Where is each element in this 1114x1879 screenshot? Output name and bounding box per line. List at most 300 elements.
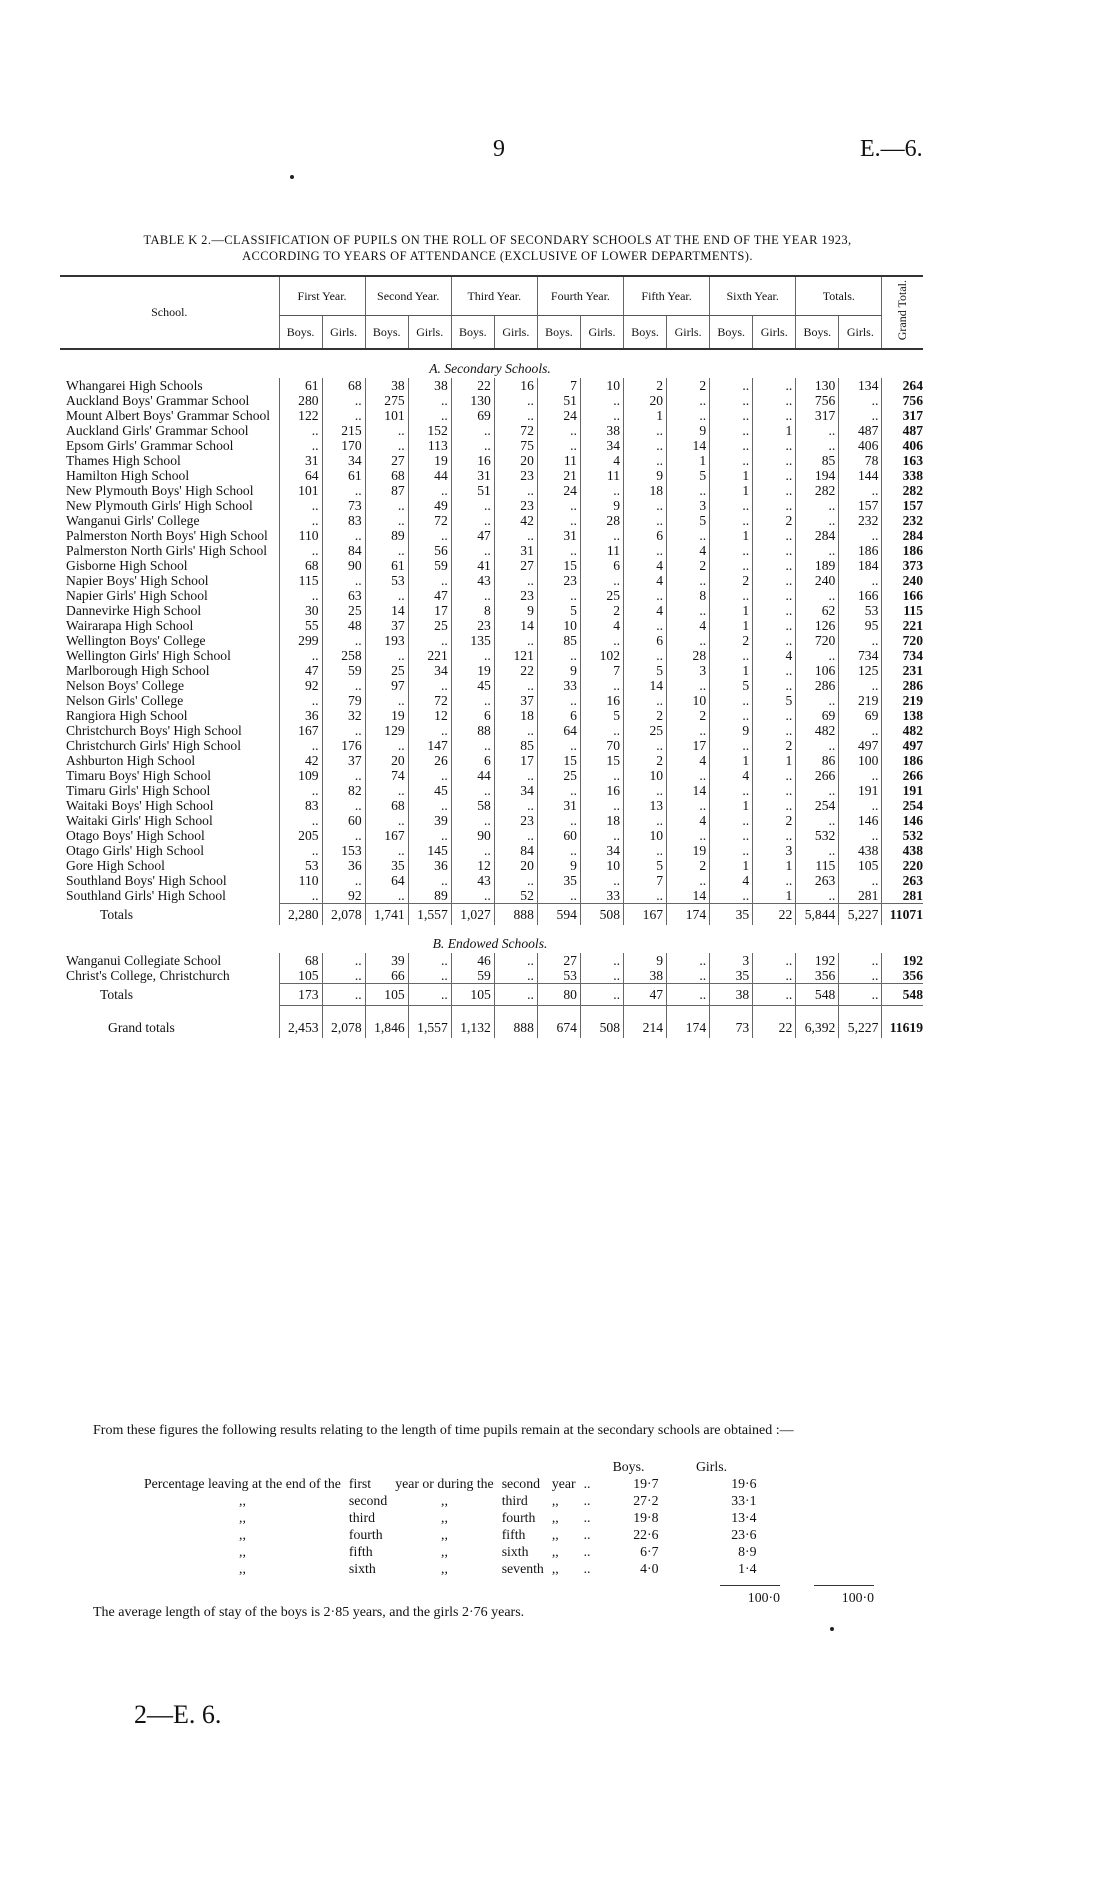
pct-lead: Percentage leaving at the end of the xyxy=(144,1476,341,1491)
grand-total-cell: 219 xyxy=(882,693,923,708)
pct-b: sixth xyxy=(501,1544,529,1559)
count-cell: .. xyxy=(408,678,451,693)
count-cell: 19 xyxy=(408,453,451,468)
count-cell: 23 xyxy=(451,618,494,633)
count-cell: 15 xyxy=(580,753,623,768)
count-cell: 1 xyxy=(667,453,710,468)
school-name: Auckland Girls' Grammar School xyxy=(66,423,249,438)
percentage-totals xyxy=(720,1585,908,1606)
sub-header-boys: Boys. xyxy=(537,316,580,350)
count-cell: 2 xyxy=(624,753,667,768)
count-cell: 4 xyxy=(710,768,753,783)
count-cell: 69 xyxy=(451,408,494,423)
count-cell: .. xyxy=(667,633,710,648)
count-cell: .. xyxy=(624,783,667,798)
section-b-heading xyxy=(60,925,923,953)
count-cell: 756 xyxy=(796,393,839,408)
sub-header-boys: Boys. xyxy=(710,316,753,350)
count-cell: 41 xyxy=(451,558,494,573)
count-cell: .. xyxy=(365,738,408,753)
count-cell: .. xyxy=(451,888,494,904)
percentage-row xyxy=(140,1492,761,1509)
count-cell: 2 xyxy=(624,378,667,393)
table-row xyxy=(60,753,923,768)
count-cell: 497 xyxy=(839,738,882,753)
count-cell: .. xyxy=(451,438,494,453)
count-cell: 69 xyxy=(796,708,839,723)
count-cell: .. xyxy=(537,783,580,798)
pct-lead: ,, xyxy=(239,1493,246,1508)
count-cell: 25 xyxy=(580,588,623,603)
count-cell: 28 xyxy=(580,513,623,528)
table-row xyxy=(60,543,923,558)
count-cell: 35 xyxy=(365,858,408,873)
count-cell: 1,027 xyxy=(451,904,494,926)
count-cell: .. xyxy=(494,483,537,498)
count-cell: .. xyxy=(710,588,753,603)
grand-total-cell: 157 xyxy=(882,498,923,513)
count-cell: 43 xyxy=(451,873,494,888)
count-cell: 215 xyxy=(322,423,365,438)
count-cell: .. xyxy=(580,968,623,984)
grand-total-cell: 438 xyxy=(882,843,923,858)
grand-total-cell: 191 xyxy=(882,783,923,798)
count-cell: .. xyxy=(839,633,882,648)
count-cell: 167 xyxy=(279,723,322,738)
count-cell: .. xyxy=(537,513,580,528)
school-name: Palmerston North Boys' High School xyxy=(66,528,268,543)
count-cell: .. xyxy=(710,888,753,904)
grand-total-cell: 264 xyxy=(882,378,923,393)
count-cell: .. xyxy=(753,984,796,1006)
count-cell: 5 xyxy=(753,693,796,708)
count-cell: .. xyxy=(408,573,451,588)
count-cell: .. xyxy=(624,438,667,453)
count-cell: .. xyxy=(796,738,839,753)
count-cell: .. xyxy=(839,968,882,984)
table-row xyxy=(60,708,923,723)
count-cell: .. xyxy=(537,648,580,663)
count-cell: .. xyxy=(710,543,753,558)
count-cell: 22 xyxy=(494,663,537,678)
count-cell: .. xyxy=(710,813,753,828)
sub-header-girls: Girls. xyxy=(322,316,365,350)
count-cell: 9 xyxy=(624,468,667,483)
table-row xyxy=(60,888,923,904)
count-cell: 59 xyxy=(451,968,494,984)
count-cell: 20 xyxy=(494,858,537,873)
count-cell: 2 xyxy=(667,858,710,873)
count-cell: 275 xyxy=(365,393,408,408)
grand-total-cell: 163 xyxy=(882,453,923,468)
pct-boys: 27·2 xyxy=(633,1493,659,1508)
count-cell: .. xyxy=(710,558,753,573)
grand-total-cell: 231 xyxy=(882,663,923,678)
count-cell: .. xyxy=(322,678,365,693)
pct-b: fifth xyxy=(501,1527,526,1542)
fourth-year-header: Fourth Year. xyxy=(537,276,623,316)
pct-girls: 13·4 xyxy=(731,1510,757,1525)
count-cell: 75 xyxy=(494,438,537,453)
count-cell: 406 xyxy=(839,438,882,453)
count-cell: 15 xyxy=(537,558,580,573)
count-cell: .. xyxy=(796,888,839,904)
count-cell: 34 xyxy=(580,843,623,858)
count-cell: .. xyxy=(322,984,365,1006)
table-title-line-1: TABLE K 2.—CLASSIFICATION OF PUPILS ON THE ROLL OF SECONDARY SCHOOLS AT THE END OF THE YEAR 1923, xyxy=(143,233,852,247)
count-cell: .. xyxy=(494,393,537,408)
count-cell: 145 xyxy=(408,843,451,858)
count-cell: 532 xyxy=(796,828,839,843)
count-cell: 36 xyxy=(322,858,365,873)
count-cell: 6 xyxy=(624,528,667,543)
pct-lead: ,, xyxy=(239,1561,246,1576)
pct-mid: year or during the xyxy=(395,1476,494,1491)
grand-totals-row xyxy=(60,1006,923,1039)
count-cell: 46 xyxy=(451,953,494,968)
count-cell: 86 xyxy=(796,753,839,768)
print-speck xyxy=(830,1627,834,1631)
count-cell: .. xyxy=(322,633,365,648)
count-cell: 356 xyxy=(796,968,839,984)
count-cell: .. xyxy=(537,498,580,513)
count-cell: 674 xyxy=(537,1006,580,1039)
count-cell: 317 xyxy=(796,408,839,423)
section-a-totals-row xyxy=(60,904,923,926)
sub-header-boys: Boys. xyxy=(279,316,322,350)
count-cell: 126 xyxy=(796,618,839,633)
pct-boys: 6·7 xyxy=(640,1544,659,1559)
count-cell: 221 xyxy=(408,648,451,663)
count-cell: 3 xyxy=(753,843,796,858)
count-cell: .. xyxy=(710,393,753,408)
table-row xyxy=(60,738,923,753)
count-cell: .. xyxy=(667,483,710,498)
school-name: Auckland Boys' Grammar School xyxy=(66,393,250,408)
count-cell: 31 xyxy=(279,453,322,468)
count-cell: .. xyxy=(580,798,623,813)
count-cell: 55 xyxy=(279,618,322,633)
count-cell: 1 xyxy=(753,888,796,904)
count-cell: 31 xyxy=(537,798,580,813)
count-cell: 254 xyxy=(796,798,839,813)
classification-table xyxy=(60,275,923,1038)
count-cell: .. xyxy=(494,678,537,693)
count-cell: 2 xyxy=(580,603,623,618)
count-cell: .. xyxy=(537,888,580,904)
count-cell: .. xyxy=(624,588,667,603)
count-cell: .. xyxy=(537,693,580,708)
count-cell: 11 xyxy=(537,453,580,468)
count-cell: 17 xyxy=(408,603,451,618)
count-cell: 92 xyxy=(279,678,322,693)
count-cell: 60 xyxy=(537,828,580,843)
count-cell: 9 xyxy=(494,603,537,618)
count-cell: .. xyxy=(796,693,839,708)
print-speck xyxy=(290,175,294,179)
count-cell: 38 xyxy=(580,423,623,438)
count-cell: .. xyxy=(408,873,451,888)
count-cell: 25 xyxy=(537,768,580,783)
pct-a: fourth xyxy=(348,1527,383,1542)
count-cell: 2 xyxy=(753,513,796,528)
count-cell: 34 xyxy=(580,438,623,453)
count-cell: .. xyxy=(667,798,710,813)
grand-total-cell: 282 xyxy=(882,483,923,498)
count-cell: .. xyxy=(279,888,322,904)
count-cell: 59 xyxy=(408,558,451,573)
count-cell: .. xyxy=(624,498,667,513)
count-cell: .. xyxy=(667,408,710,423)
count-cell: 6 xyxy=(451,708,494,723)
count-cell: .. xyxy=(408,828,451,843)
count-cell: .. xyxy=(451,588,494,603)
table-row xyxy=(60,693,923,708)
count-cell: 16 xyxy=(494,378,537,393)
count-cell: 101 xyxy=(279,483,322,498)
count-cell: .. xyxy=(753,953,796,968)
school-name: Gore High School xyxy=(66,858,165,873)
count-cell: 7 xyxy=(624,873,667,888)
count-cell: .. xyxy=(796,588,839,603)
count-cell: 36 xyxy=(279,708,322,723)
count-cell: .. xyxy=(322,723,365,738)
table-row xyxy=(60,603,923,618)
table-row xyxy=(60,408,923,423)
count-cell: 42 xyxy=(279,753,322,768)
count-cell: .. xyxy=(753,783,796,798)
count-cell: 34 xyxy=(494,783,537,798)
count-cell: 48 xyxy=(322,618,365,633)
count-cell: 59 xyxy=(322,663,365,678)
count-cell: 66 xyxy=(365,968,408,984)
pct-boys-header: Boys. xyxy=(612,1459,645,1474)
count-cell: 4 xyxy=(753,648,796,663)
grand-total-cell: 146 xyxy=(882,813,923,828)
count-cell: 153 xyxy=(322,843,365,858)
count-cell: 92 xyxy=(322,888,365,904)
count-cell: 720 xyxy=(796,633,839,648)
count-cell: .. xyxy=(753,483,796,498)
count-cell: .. xyxy=(494,968,537,984)
school-name: Mount Albert Boys' Grammar School xyxy=(66,408,271,423)
school-name: Christ's College, Christchurch xyxy=(66,968,230,983)
count-cell: 19 xyxy=(365,708,408,723)
count-cell: 53 xyxy=(365,573,408,588)
count-cell: .. xyxy=(753,573,796,588)
count-cell: .. xyxy=(279,738,322,753)
count-cell: 205 xyxy=(279,828,322,843)
grand-total-cell: 192 xyxy=(882,953,923,968)
sub-header-boys: Boys. xyxy=(796,316,839,350)
count-cell: .. xyxy=(753,528,796,543)
count-cell: 147 xyxy=(408,738,451,753)
count-cell: 2 xyxy=(667,558,710,573)
count-cell: 266 xyxy=(796,768,839,783)
percentage-table xyxy=(140,1458,761,1577)
school-name: Dannevirke High School xyxy=(66,603,202,618)
count-cell: 9 xyxy=(537,663,580,678)
count-cell: 51 xyxy=(537,393,580,408)
pct-girls: 23·6 xyxy=(731,1527,757,1542)
pct-girls: 19·6 xyxy=(731,1476,757,1491)
count-cell: .. xyxy=(408,984,451,1006)
count-cell: 105 xyxy=(279,968,322,984)
count-cell: .. xyxy=(710,498,753,513)
count-cell: .. xyxy=(279,438,322,453)
school-name: Southland Girls' High School xyxy=(66,888,226,903)
count-cell: 240 xyxy=(796,573,839,588)
count-cell: 39 xyxy=(365,953,408,968)
count-cell: .. xyxy=(494,723,537,738)
school-name: Christchurch Boys' High School xyxy=(66,723,242,738)
count-cell: 68 xyxy=(365,468,408,483)
count-cell: .. xyxy=(710,453,753,468)
count-cell: 10 xyxy=(537,618,580,633)
count-cell: 3 xyxy=(667,498,710,513)
count-cell: 23 xyxy=(494,468,537,483)
count-cell: 299 xyxy=(279,633,322,648)
pct-a: sixth xyxy=(348,1561,376,1576)
count-cell: 85 xyxy=(796,453,839,468)
sub-header-boys: Boys. xyxy=(451,316,494,350)
table-row xyxy=(60,968,923,984)
count-cell: 2 xyxy=(667,378,710,393)
count-cell: 38 xyxy=(624,968,667,984)
count-cell: 31 xyxy=(494,543,537,558)
count-cell: 37 xyxy=(322,753,365,768)
count-cell: 72 xyxy=(494,423,537,438)
pct-lead: ,, xyxy=(239,1544,246,1559)
count-cell: 88 xyxy=(451,723,494,738)
count-cell: .. xyxy=(839,678,882,693)
count-cell: .. xyxy=(365,888,408,904)
grand-total-cell: 482 xyxy=(882,723,923,738)
count-cell: 38 xyxy=(710,984,753,1006)
grand-total-cell: 115 xyxy=(882,603,923,618)
count-cell: .. xyxy=(753,633,796,648)
grand-total-cell: 286 xyxy=(882,678,923,693)
count-cell: 194 xyxy=(796,468,839,483)
count-cell: 2,453 xyxy=(279,1006,322,1039)
count-cell: 32 xyxy=(322,708,365,723)
table-title-line-2: ACCORDING TO YEARS OF ATTENDANCE (EXCLUSIVE OF LOWER DEPARTMENTS). xyxy=(242,249,753,263)
count-cell: .. xyxy=(753,723,796,738)
count-cell: 4 xyxy=(710,873,753,888)
count-cell: 10 xyxy=(580,858,623,873)
table-title xyxy=(75,232,920,264)
school-name: Timaru Girls' High School xyxy=(66,783,211,798)
count-cell: 25 xyxy=(365,663,408,678)
count-cell: 5,844 xyxy=(796,904,839,926)
count-cell: 487 xyxy=(839,423,882,438)
count-cell: 22 xyxy=(753,1006,796,1039)
count-cell: 2,280 xyxy=(279,904,322,926)
sub-header-boys: Boys. xyxy=(624,316,667,350)
count-cell: .. xyxy=(796,648,839,663)
count-cell: 115 xyxy=(796,858,839,873)
table-row xyxy=(60,588,923,603)
grand-total-cell: 232 xyxy=(882,513,923,528)
count-cell: 44 xyxy=(451,768,494,783)
count-cell: .. xyxy=(839,768,882,783)
grand-total-cell: 756 xyxy=(882,393,923,408)
count-cell: 47 xyxy=(451,528,494,543)
count-cell: .. xyxy=(753,393,796,408)
count-cell: 105 xyxy=(365,984,408,1006)
count-cell: 35 xyxy=(710,904,753,926)
count-cell: 1,557 xyxy=(408,904,451,926)
table-row xyxy=(60,528,923,543)
count-cell: .. xyxy=(710,783,753,798)
sixth-year-header: Sixth Year. xyxy=(710,276,796,316)
count-cell: 64 xyxy=(537,723,580,738)
count-cell: 8 xyxy=(451,603,494,618)
table-row xyxy=(60,648,923,663)
page-footer: 2—E. 6. xyxy=(134,1700,222,1729)
pct-a: first xyxy=(348,1476,372,1491)
table-row xyxy=(60,498,923,513)
count-cell: .. xyxy=(322,968,365,984)
sub-header-girls: Girls. xyxy=(580,316,623,350)
count-cell: 82 xyxy=(322,783,365,798)
count-cell: 23 xyxy=(494,588,537,603)
count-cell: .. xyxy=(710,378,753,393)
count-cell: 36 xyxy=(408,858,451,873)
count-cell: .. xyxy=(537,438,580,453)
count-cell: .. xyxy=(839,723,882,738)
table-row xyxy=(60,828,923,843)
count-cell: 14 xyxy=(624,678,667,693)
count-cell: 1,846 xyxy=(365,1006,408,1039)
count-cell: .. xyxy=(710,438,753,453)
pct-boys: 19·7 xyxy=(633,1476,659,1491)
count-cell: 734 xyxy=(839,648,882,663)
count-cell: 6,392 xyxy=(796,1006,839,1039)
school-name: Otago Girls' High School xyxy=(66,843,205,858)
count-cell: .. xyxy=(580,678,623,693)
count-cell: .. xyxy=(667,603,710,618)
count-cell: 14 xyxy=(667,438,710,453)
count-cell: .. xyxy=(710,423,753,438)
count-cell: .. xyxy=(839,953,882,968)
count-cell: 173 xyxy=(279,984,322,1006)
pct-girls-header: Girls. xyxy=(695,1459,728,1474)
school-name: Waitaki Girls' High School xyxy=(66,813,213,828)
count-cell: 51 xyxy=(451,483,494,498)
count-cell: 64 xyxy=(365,873,408,888)
count-cell: 284 xyxy=(796,528,839,543)
school-name: Marlborough High School xyxy=(66,663,210,678)
totals-header: Totals. xyxy=(796,276,882,316)
count-cell: .. xyxy=(839,984,882,1006)
count-cell: .. xyxy=(494,953,537,968)
count-cell: 39 xyxy=(408,813,451,828)
count-cell: .. xyxy=(580,573,623,588)
count-cell: .. xyxy=(624,423,667,438)
count-cell: 1 xyxy=(710,483,753,498)
count-cell: 31 xyxy=(537,528,580,543)
count-cell: .. xyxy=(710,708,753,723)
count-cell: 89 xyxy=(365,528,408,543)
table-row xyxy=(60,633,923,648)
count-cell: 69 xyxy=(839,708,882,723)
count-cell: 1 xyxy=(710,528,753,543)
table-row xyxy=(60,953,923,968)
count-cell: .. xyxy=(710,828,753,843)
count-cell: 1,741 xyxy=(365,904,408,926)
pct-mid: ,, xyxy=(441,1561,448,1576)
